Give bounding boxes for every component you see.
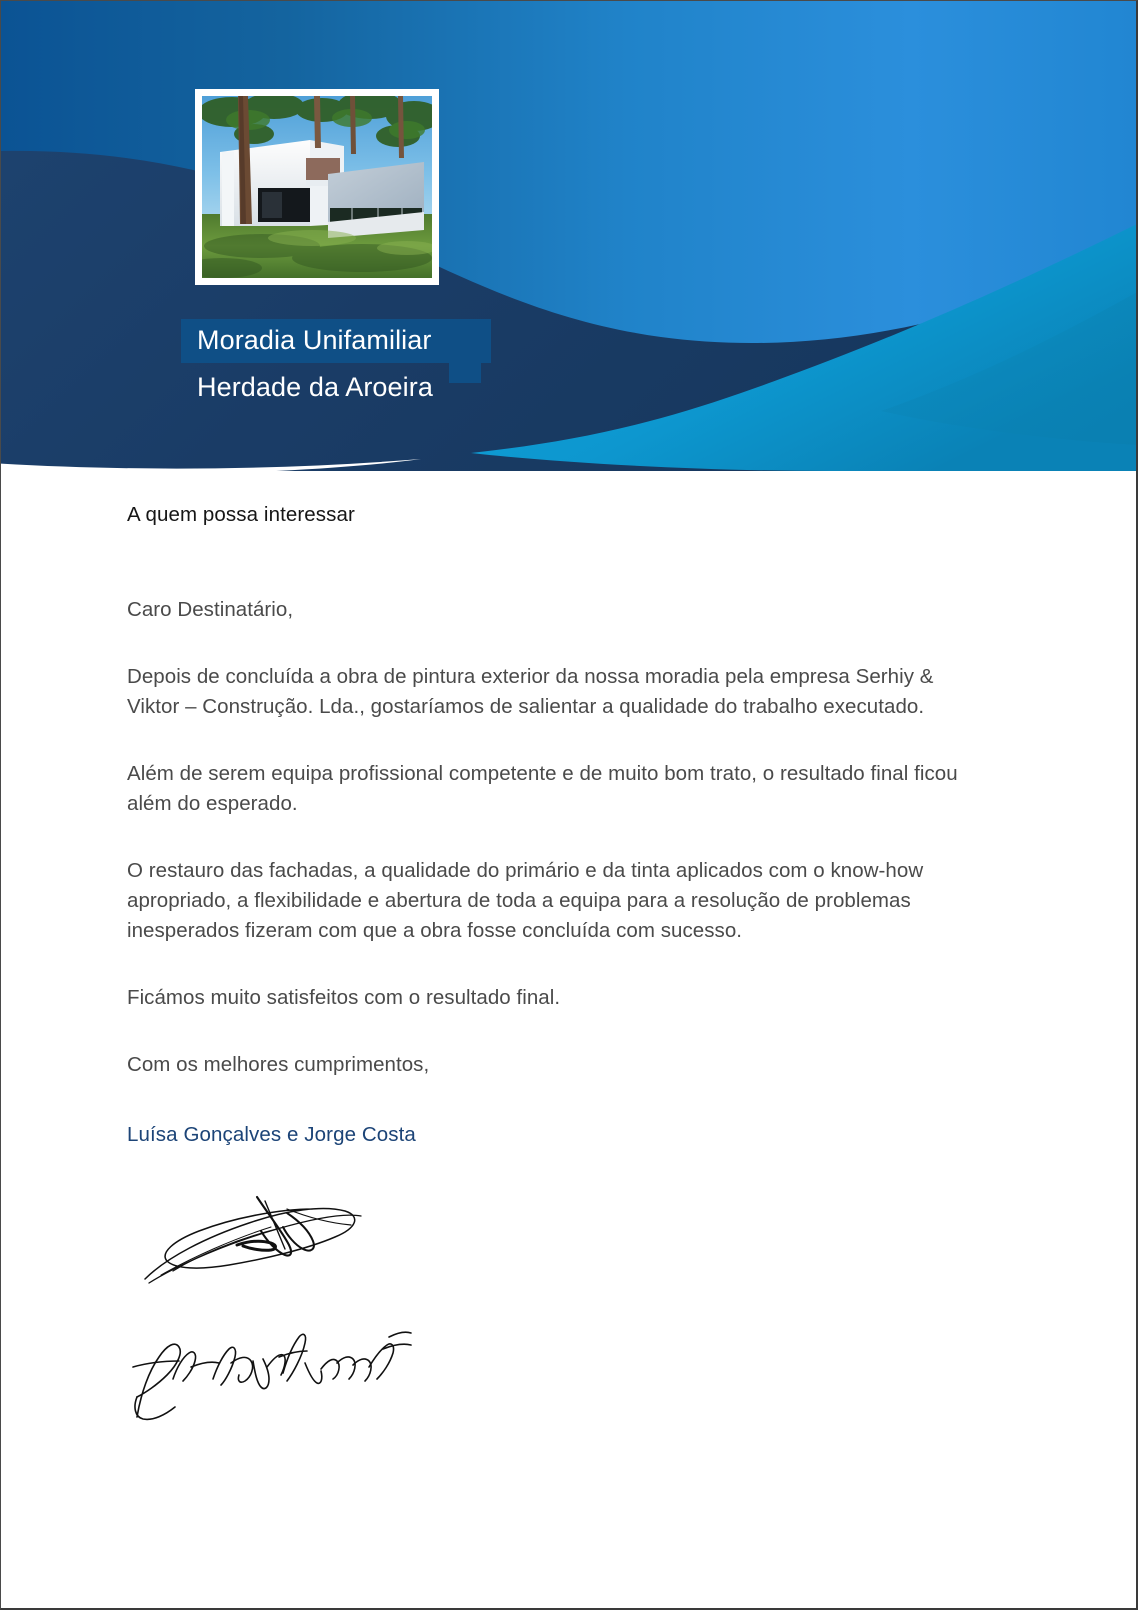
signature-block — [127, 1121, 627, 1413]
signature-one — [137, 1183, 387, 1293]
house-photo-illustration — [202, 96, 432, 278]
project-title — [181, 317, 601, 411]
letter-paragraphs — [127, 595, 972, 1080]
letter-salutation: A quem possa interessar — [127, 503, 355, 526]
signature-images — [127, 1183, 467, 1413]
project-photo-frame — [195, 89, 439, 285]
letter-greeting: Caro Destinatário, — [127, 598, 294, 621]
project-title-line-1: Moradia Unifamiliar — [197, 325, 432, 355]
letter-closing: Com os melhores cumprimentos, — [127, 1053, 430, 1076]
project-photo — [202, 96, 432, 278]
letter-paragraph-1: Depois de concluída a obra de pintura exterior da nossa moradia pela empresa Serhiy & Viktor – Construção. Lda., gostaríamos de salientar a qualidade do trabalho executado. — [127, 665, 934, 718]
letter-paragraph-3: O restauro das fachadas, a qualidade do primário e da tinta aplicados com o know-how apropriado, a flexibilidade e abertura de toda a equipa para a resolução de problemas inesperados fizeram com que a obra fosse concluída com sucesso. — [127, 859, 924, 942]
project-title-line-2: Herdade da Aroeira — [197, 372, 433, 402]
letter-paragraph-2: Além de serem equipa profissional competente e de muito bom trato, o resultado final ficou além do esperado. — [127, 762, 958, 815]
header-banner — [1, 1, 1138, 471]
signatory-names: Luísa Gonçalves e Jorge Costa — [127, 1123, 416, 1146]
signature-two — [127, 1323, 427, 1423]
letter-paragraph-4: Ficámos muito satisfeitos com o resultado final. — [127, 986, 561, 1009]
letter-body — [127, 501, 972, 1080]
